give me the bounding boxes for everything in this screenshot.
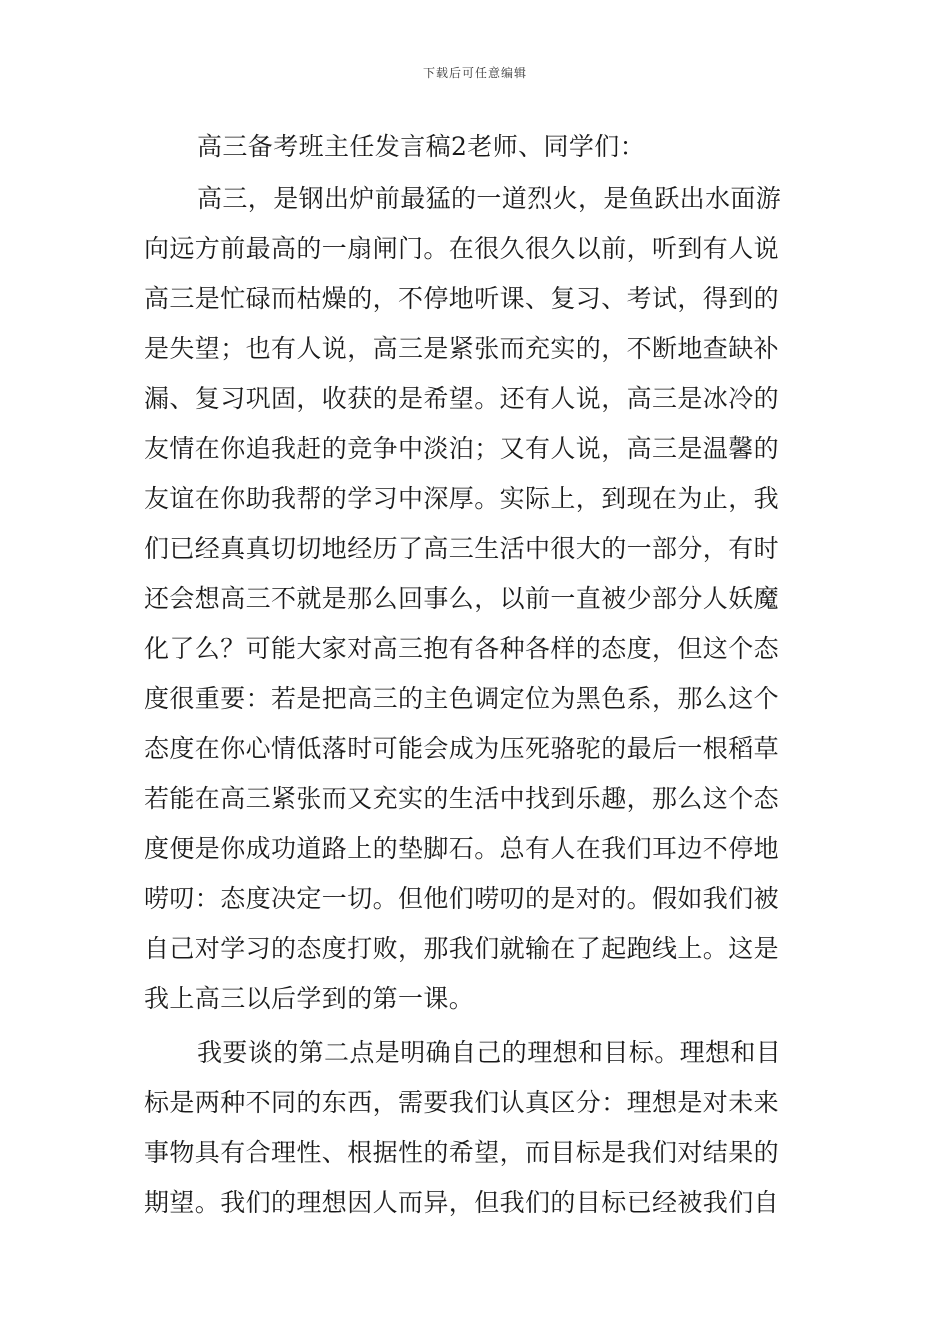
paragraph-line: 是失望；也有人说，高三是紧张而充实的，不断地查缺补 [144,334,780,363]
paragraph-line: 自己对学习的态度打败，那我们就输在了起跑线上。这是 [144,934,780,963]
paragraph-line: 高三是忙碌而枯燥的，不停地听课、复习、考试，得到的 [144,284,780,313]
paragraph-line: 友情在你追我赶的竞争中淡泊；又有人说，高三是温馨的 [144,434,780,463]
header-note: 下载后可任意编辑 [422,66,527,80]
paragraph-line: 漏、复习巩固，收获的是希望。还有人说，高三是冰冷的 [144,384,780,413]
paragraph-line: 度很重要：若是把高三的主色调定位为黑色系，那么这个 [144,684,780,713]
paragraph-line: 友谊在你助我帮的学习中深厚。实际上，到现在为止，我 [144,484,780,513]
paragraph-line: 态度在你心情低落时可能会成为压死骆驼的最后一根稻草 [144,734,780,763]
document-body [144,122,806,1228]
paragraph-line: 标是两种不同的东西，需要我们认真区分：理想是对未来 [144,1088,780,1117]
paragraph-line: 期望。我们的理想因人而异，但我们的目标已经被我们自 [144,1188,780,1217]
paragraph-2 [144,1028,806,1228]
paragraph-line: 唠叨：态度决定一切。但他们唠叨的是对的。假如我们被 [144,884,780,913]
paragraph-line: 若能在高三紧张而又充实的生活中找到乐趣，那么这个态 [144,784,780,813]
paragraph-line: 我要谈的第二点是明确自己的理想和目标。理想和目 [197,1038,782,1067]
paragraph-line: 还会想高三不就是那么回事么，以前一直被少部分人妖魔 [144,584,780,613]
paragraph-line: 我上高三以后学到的第一课。 [144,984,475,1013]
paragraph-line: 高三，是钢出炉前最猛的一道烈火，是鱼跃出水面游 [197,184,782,213]
paragraph-line: 度便是你成功道路上的垫脚石。总有人在我们耳边不停地 [144,834,780,863]
paragraph-line: 们已经真真切切地经历了高三生活中很大的一部分，有时 [144,534,780,563]
paragraph-line: 化了么？可能大家对高三抱有各种各样的态度，但这个态 [144,634,780,663]
paragraph-line: 事物具有合理性、根据性的希望，而目标是我们对结果的 [144,1138,780,1167]
document-title: 高三备考班主任发言稿2老师、同学们： [197,132,646,161]
paragraph-1 [144,174,806,1024]
paragraph-line: 向远方前最高的一扇闸门。在很久很久以前，听到有人说 [144,234,780,263]
